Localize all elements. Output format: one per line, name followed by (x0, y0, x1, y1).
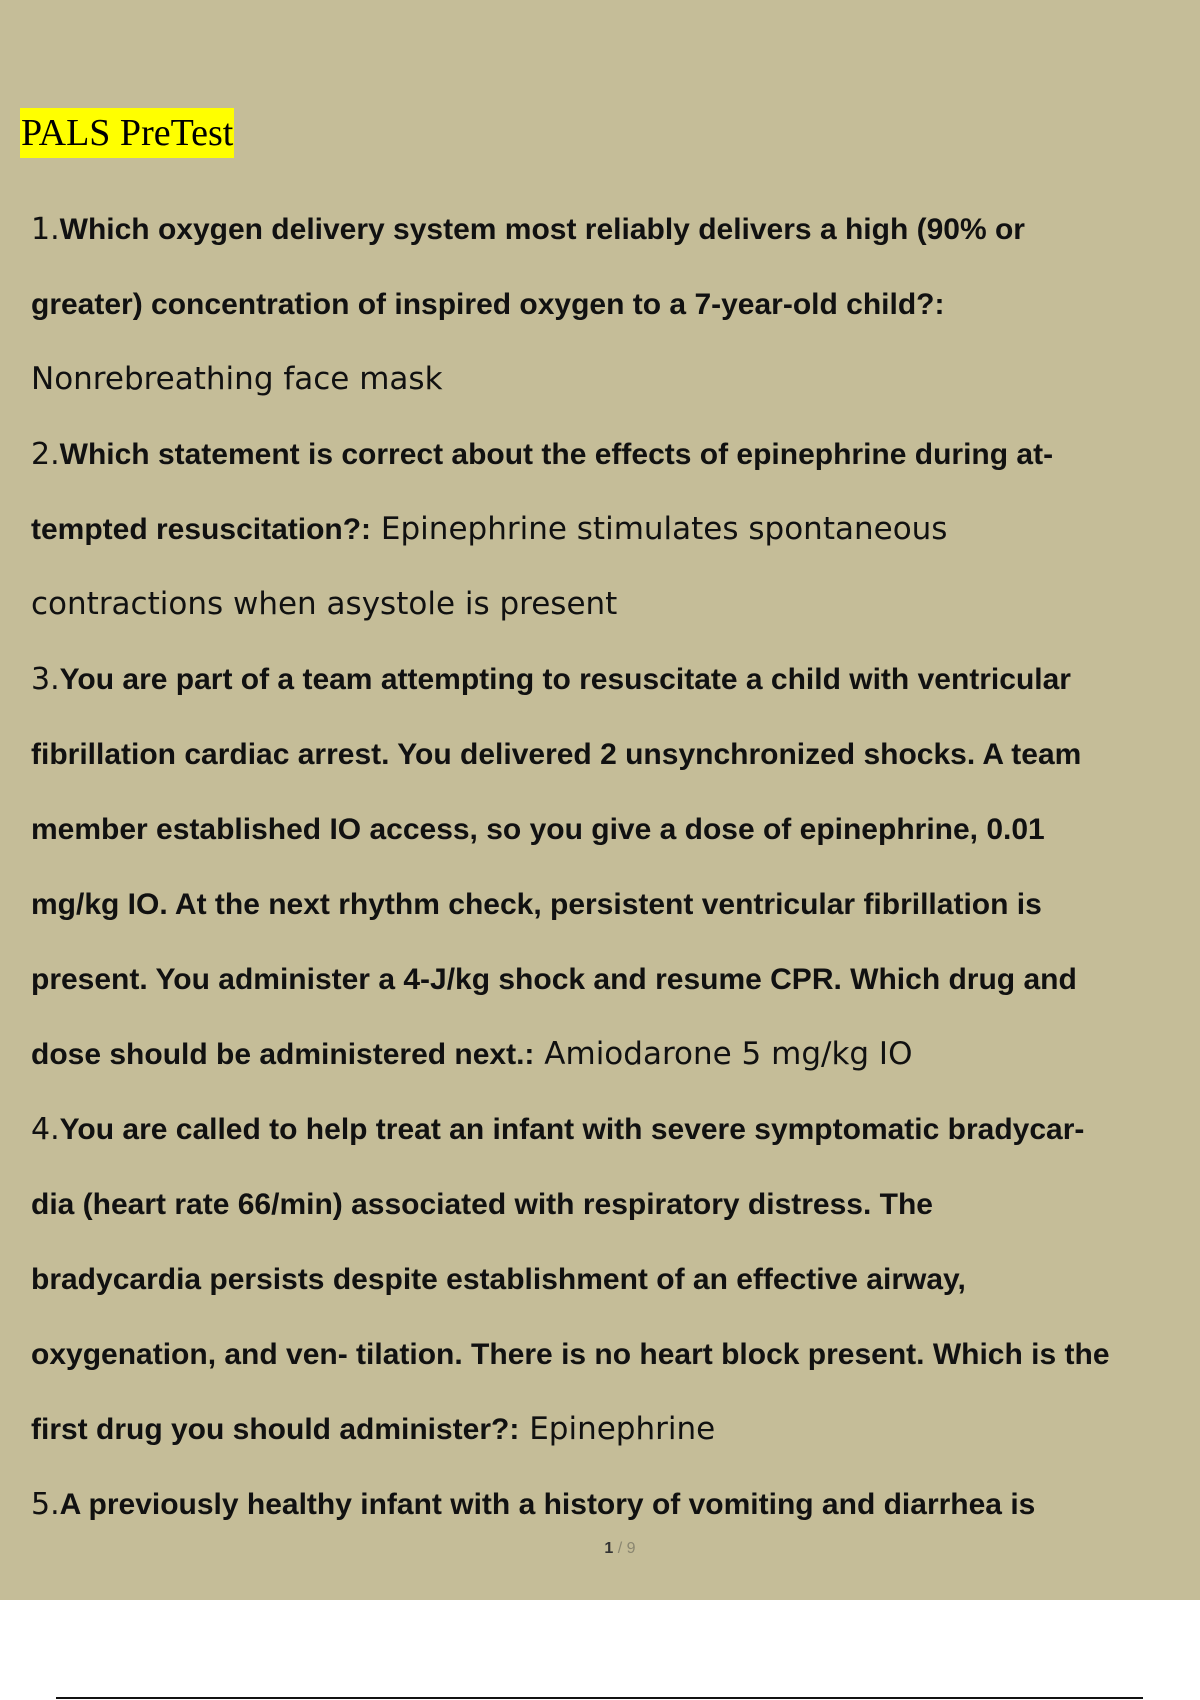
page-title: PALS PreTest (20, 108, 234, 158)
question-text: Which oxygen delivery system most reliably delivers a high (90% or (59, 213, 1025, 246)
text-line (31, 1017, 1191, 1092)
text-line (31, 717, 1191, 792)
answer-text: Nonrebreathing face mask (31, 361, 443, 397)
text-line (31, 492, 1191, 567)
text-line (31, 1467, 1191, 1542)
text-line (31, 342, 1191, 417)
text-line (31, 1242, 1191, 1317)
question-text: dose should be administered next.: (31, 1038, 535, 1071)
answer-text: Amiodarone 5 mg/kg IO (534, 1036, 913, 1072)
question-number: 4. (31, 1112, 60, 1147)
question-text: fibrillation cardiac arrest. You delivered 2 unsynchronized shocks. A team (31, 738, 1082, 771)
text-line (31, 1167, 1191, 1242)
total-pages: / 9 (613, 1540, 636, 1557)
text-line (31, 1392, 1191, 1467)
question-number: 1. (31, 212, 60, 247)
text-line (31, 942, 1191, 1017)
text-line (31, 267, 1191, 342)
answer-text: Epinephrine (519, 1411, 716, 1447)
text-line (31, 792, 1191, 867)
question-text: tempted resuscitation?: (31, 513, 372, 546)
question-text: You are part of a team attempting to resuscitate a child with ventricular (59, 663, 1071, 696)
question-text: A previously healthy infant with a history of vomiting and diarrhea is (59, 1488, 1036, 1521)
question-text: oxygenation, and ven- tilation. There is no heart block present. Which is the (31, 1338, 1110, 1371)
text-line (31, 567, 1191, 642)
question-text: bradycardia persists despite establishment of an effective airway, (31, 1263, 966, 1296)
question-text: mg/kg IO. At the next rhythm check, persistent ventricular fibrillation is (31, 888, 1042, 921)
page-indicator (0, 1540, 1200, 1558)
text-line (31, 642, 1191, 717)
answer-text: Epinephrine stimulates spontaneous (371, 511, 948, 547)
question-number: 2. (31, 437, 60, 472)
text-line (31, 1317, 1191, 1392)
text-line (31, 192, 1191, 267)
question-text: member established IO access, so you give a dose of epinephrine, 0.01 (31, 813, 1045, 846)
question-text: dia (heart rate 66/min) associated with respiratory distress. The (31, 1188, 933, 1221)
answer-text: contractions when asystole is present (31, 586, 618, 622)
question-number: 5. (31, 1487, 60, 1522)
text-line (31, 417, 1191, 492)
question-list (31, 192, 1191, 1542)
question-text: greater) concentration of inspired oxygen to a 7-year-old child?: (31, 288, 945, 321)
question-text: present. You administer a 4-J/kg shock and resume CPR. Which drug and (31, 963, 1077, 996)
page-divider (56, 1697, 1143, 1699)
text-line (31, 867, 1191, 942)
current-page-number: 1 (604, 1540, 614, 1557)
question-text: first drug you should administer?: (31, 1413, 520, 1446)
question-text: Which statement is correct about the effects of epinephrine during at- (59, 438, 1054, 471)
text-line (31, 1092, 1191, 1167)
question-text: You are called to help treat an infant with severe symptomatic bradycar- (59, 1113, 1085, 1146)
question-number: 3. (31, 662, 60, 697)
